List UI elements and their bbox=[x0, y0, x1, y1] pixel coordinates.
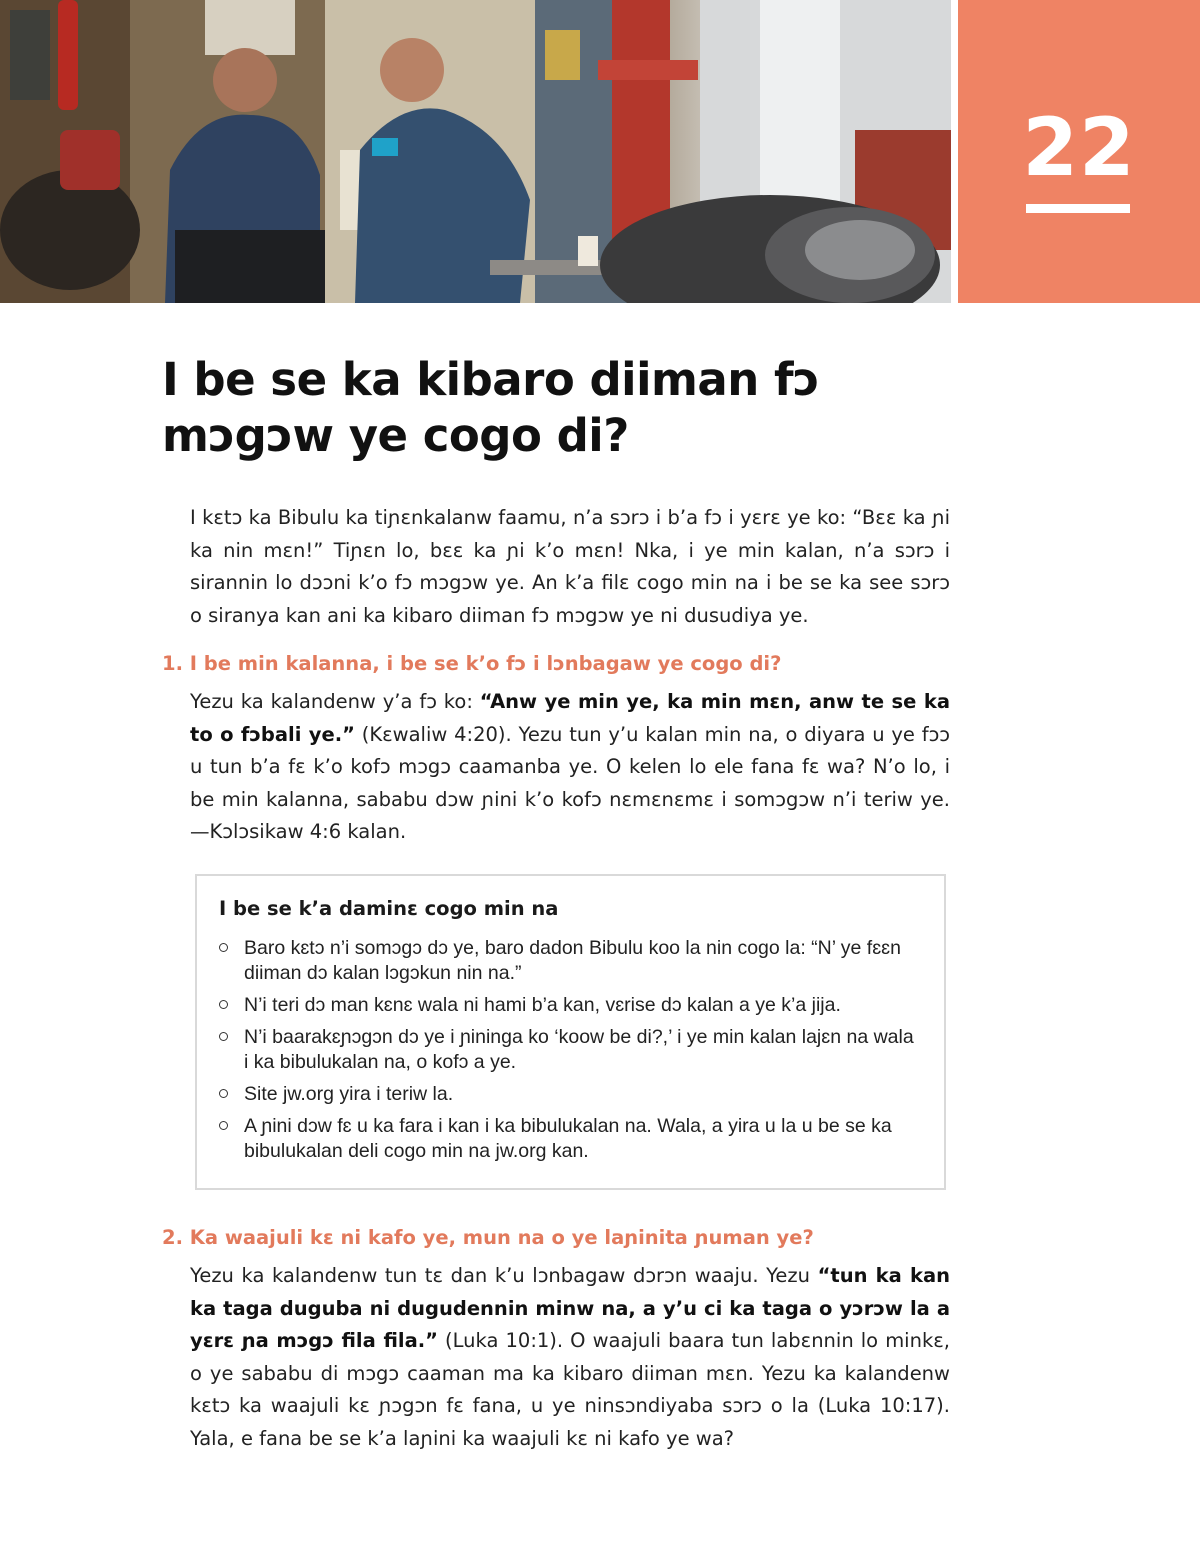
page-title-line2: mɔgɔw ye cogo di? bbox=[162, 409, 629, 462]
chapter-badge bbox=[958, 0, 1200, 303]
bullet-circle-icon bbox=[219, 1089, 228, 1098]
section-1-heading: 1. I be min kalanna, i be se k’o fɔ i lɔnbagaw ye cogo di? bbox=[162, 652, 782, 675]
photo-garage-two-men-icon bbox=[0, 0, 951, 303]
chapter-number: 22 bbox=[1022, 101, 1136, 194]
list-item-text: N’i baarakɛɲɔgɔn dɔ ye i ɲininga ko ‘koow be di?,’ i ye min kalan lajɛn na wala i ka bibulukalan na, o kofɔ a ye. bbox=[244, 1026, 914, 1073]
section-1-text-a: Yezu ka kalandenw y’a fɔ ko: bbox=[190, 690, 480, 713]
tips-list bbox=[219, 936, 919, 1171]
list-item-text: Site jw.org yira i teriw la. bbox=[244, 1083, 454, 1105]
bullet-circle-icon bbox=[219, 1000, 228, 1009]
list-item bbox=[219, 1082, 919, 1107]
section-1-text-b: (Kɛwaliw 4:20). Yezu tun y’u kalan min na, o diyara u ye fɔɔ u tun b’a fɛ k’o kofɔ mɔgɔ caamanba ye. O kelen lo ele fana fɛ wa? N’o lo, i be min kalanna, sababu dɔw ɲini k’o kofɔ nɛmɛnɛmɛ i somɔgɔw n’i teriw ye. —Kɔlɔsikaw 4:6 kalan. bbox=[190, 722, 951, 843]
bullet-circle-icon bbox=[219, 943, 228, 952]
section-1-quote: “Anw ye min ye, ka min mɛn, anw te se ka to o fɔbali ye.” bbox=[190, 690, 950, 746]
page-title bbox=[162, 352, 982, 464]
section-2-text-a: Yezu ka kalandenw tun tɛ dan k’u lɔnbagaw dɔrɔn waaju. Yezu bbox=[190, 1264, 818, 1287]
list-item bbox=[219, 993, 919, 1018]
page-title-line1: I be se ka kibaro diiman fɔ bbox=[162, 353, 820, 406]
section-1-paragraph bbox=[190, 686, 950, 849]
bullet-circle-icon bbox=[219, 1121, 228, 1130]
bullet-circle-icon bbox=[219, 1032, 228, 1041]
list-item-text: Baro kɛtɔ n’i somɔgɔ dɔ ye, baro dadon Bibulu koo la nin cogo la: “N’ ye fɛɛn diiman dɔ kalan lɔgɔkun nin na.” bbox=[244, 937, 901, 984]
section-2-quote: “tun ka kan ka taga duguba ni dugudennin minw na, a y’u ci ka taga o yɔrɔw la a yɛrɛ ɲa mɔgɔ fila fila.” bbox=[190, 1264, 950, 1352]
list-item bbox=[219, 1025, 919, 1075]
section-2-paragraph bbox=[190, 1260, 950, 1455]
tips-box-title: I be se k’a daminɛ cogo min na bbox=[219, 897, 559, 920]
list-item bbox=[219, 1114, 919, 1164]
intro-paragraph: I kɛtɔ ka Bibulu ka tiɲɛnkalanw faamu, n’a sɔrɔ i b’a fɔ i yɛrɛ ye ko: “Bɛɛ ka ɲi ka nin mɛn!” Tiɲɛn lo, bɛɛ ka ɲi k’o mɛn! Nka, i ye min kalan, n’a sɔrɔ i sirannin lo dɔɔni k’o fɔ mɔgɔw ye. An k’a filɛ cogo min na i be se ka see sɔrɔ o siranya kan ani ka kibaro diiman fɔ mɔgɔw ye ni dusudiya ye. bbox=[190, 506, 950, 627]
list-item-text: N’i teri dɔ man kɛnɛ wala ni hami b’a kan, vɛrise dɔ kalan a ye k’a jija. bbox=[244, 994, 841, 1016]
list-item-text: A ɲini dɔw fɛ u ka fara i kan i ka bibulukalan na. Wala, a yira u la u be se ka bibulukalan deli cogo min na jw.org kan. bbox=[244, 1115, 892, 1162]
header-photo bbox=[0, 0, 951, 303]
section-2-heading: 2. Ka waajuli kɛ ni kafo ye, mun na o ye laɲinita ɲuman ye? bbox=[162, 1226, 814, 1249]
list-item bbox=[219, 936, 919, 986]
chapter-underline bbox=[1026, 204, 1130, 213]
section-2-text-b: (Luka 10:1). O waajuli baara tun labɛnnin lo minkɛ, o ye sababu di mɔgɔ caaman ma ka kibaro diiman mɛn. Yezu ka kalandenw kɛtɔ ka waajuli kɛ ɲɔgɔn fɛ fana, u ye ninsɔndiyaba sɔrɔ o la (Luka 10:17). Yala, e fana be se k’a laɲini ka waajuli kɛ ni kafo ye wa? bbox=[190, 1329, 950, 1450]
tips-box bbox=[195, 874, 946, 1190]
